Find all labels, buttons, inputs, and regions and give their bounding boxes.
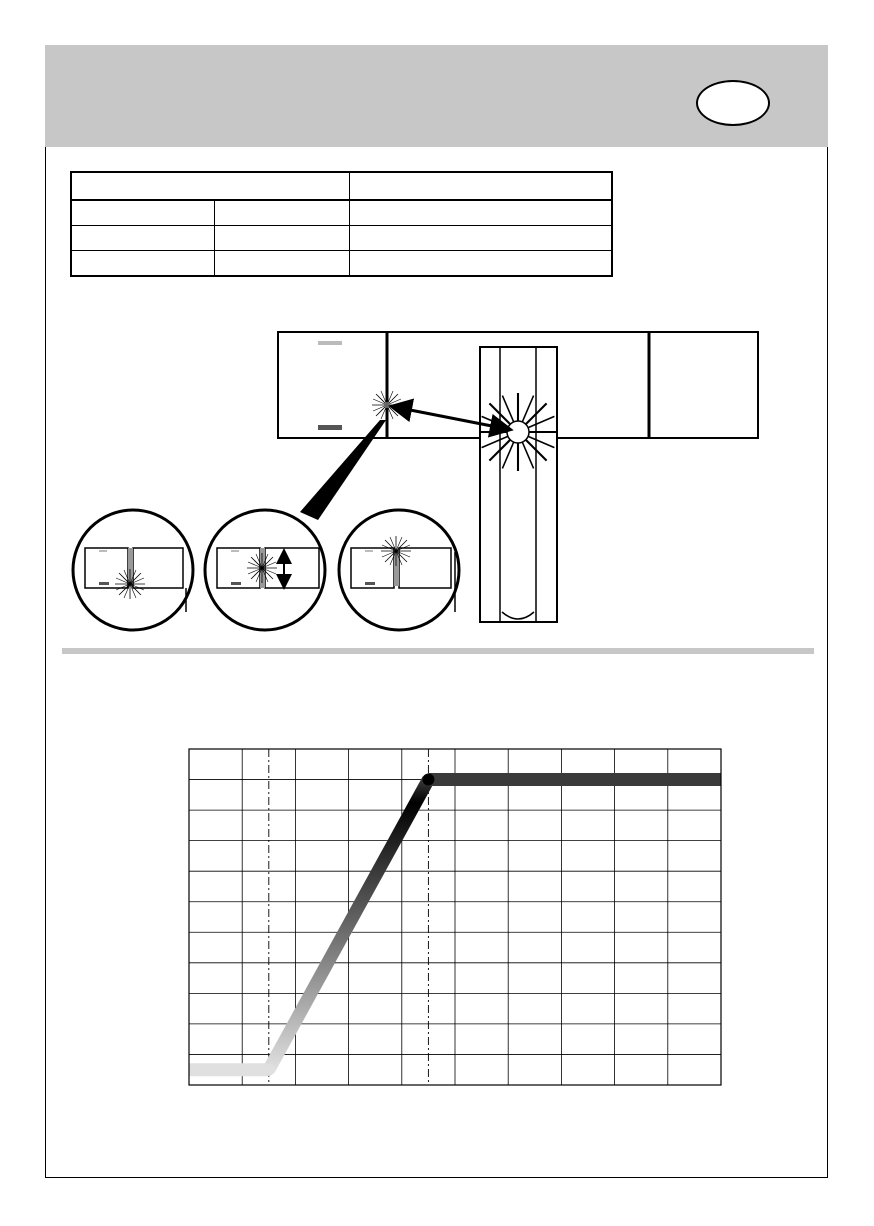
series-joint [422, 774, 434, 786]
series-joint [263, 1064, 275, 1076]
